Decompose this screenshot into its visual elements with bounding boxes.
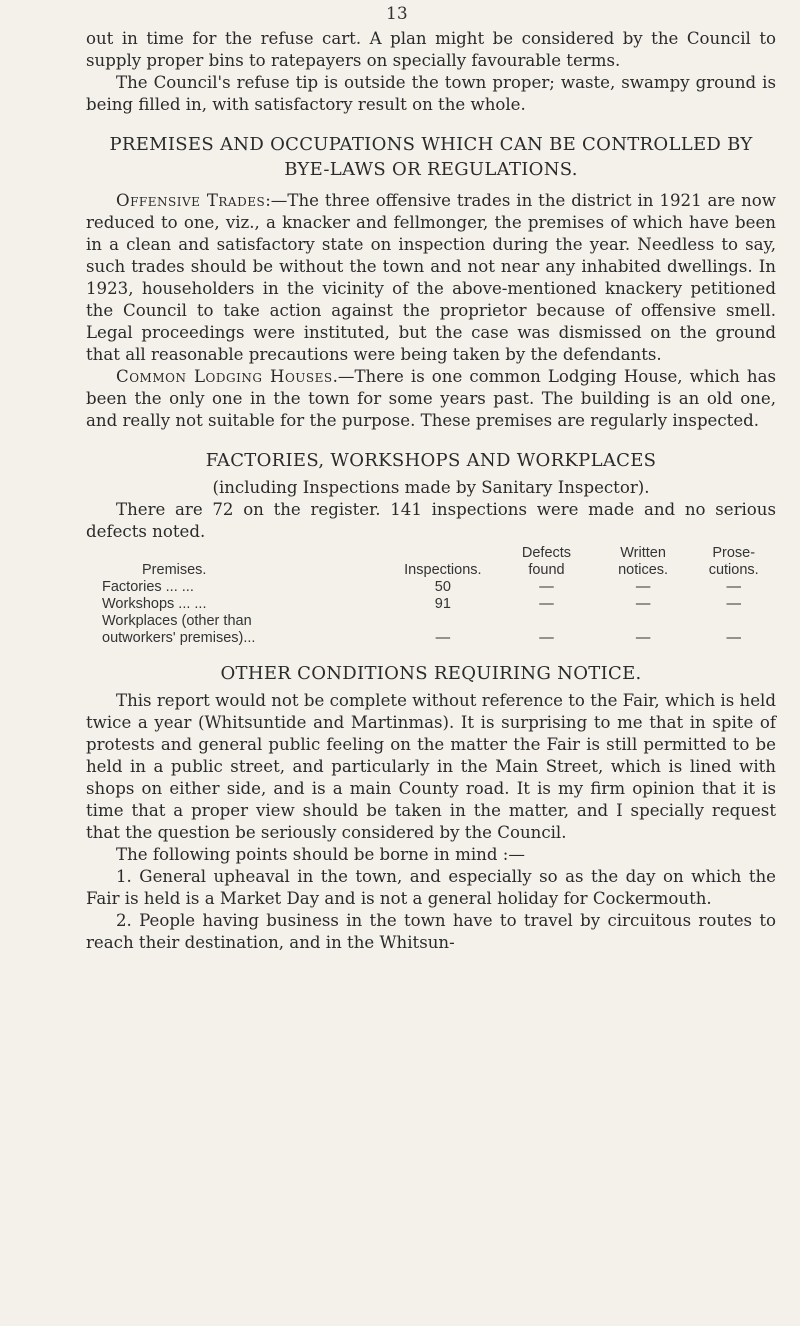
page-number: 13 bbox=[386, 4, 408, 24]
offensive-trades-lead: Offensive Trades bbox=[116, 191, 266, 210]
row-defects: — bbox=[539, 630, 554, 646]
row-premises: Workshops ... ... bbox=[102, 596, 207, 612]
row-written: — bbox=[635, 579, 651, 595]
table-header-row-2 bbox=[102, 562, 776, 579]
row-prosecutions: — bbox=[726, 596, 741, 612]
header-defects-1: Defects bbox=[521, 545, 572, 561]
header-prose-1: Prose- bbox=[712, 545, 756, 561]
factories-table bbox=[102, 545, 776, 647]
header-written-1: Written bbox=[620, 545, 666, 561]
row-written: — bbox=[635, 630, 651, 646]
row-inspections: 50 bbox=[434, 579, 451, 595]
point-2: 2. People having business in the town have to travel by circuitous routes to reach their destination, and in the Whitsun- bbox=[86, 911, 776, 952]
table-row bbox=[102, 579, 776, 596]
row-inspections: 91 bbox=[434, 596, 451, 612]
other-conditions-heading: OTHER CONDITIONS REQUIRING NOTICE. bbox=[220, 663, 642, 684]
header-defects-2: found bbox=[528, 562, 565, 578]
row-premises-cont: outworkers' premises)... bbox=[102, 630, 256, 646]
lodging-houses-text: .—There is one common Lodging House, which has been the only one in the town for some years past. The building is an old one, and really not suitable for the purpose. These premises are regularly inspected. bbox=[86, 367, 777, 430]
page-body bbox=[86, 28, 776, 954]
row-prosecutions: — bbox=[726, 630, 741, 646]
lodging-houses-lead: Common Lodging Houses bbox=[116, 367, 333, 386]
register-paragraph: There are 72 on the register. 141 inspections were made and no serious defects noted. bbox=[86, 500, 776, 541]
offensive-trades-paragraph bbox=[86, 190, 776, 366]
row-premises: Workplaces (other than bbox=[102, 613, 252, 629]
table-row bbox=[102, 630, 776, 647]
header-written-2: notices. bbox=[618, 562, 669, 578]
lodging-houses-paragraph bbox=[86, 366, 776, 432]
table-row bbox=[102, 613, 776, 630]
row-inspections: — bbox=[435, 630, 451, 646]
table-row bbox=[102, 596, 776, 613]
table-header-row-1 bbox=[102, 545, 776, 562]
row-prosecutions: — bbox=[726, 579, 741, 595]
point-1: 1. General upheaval in the town, and especially so as the day on which the Fair is held is a Market Day and is not a general holiday for Cockermouth. bbox=[86, 867, 776, 908]
points-intro: The following points should be borne in mind :— bbox=[116, 845, 525, 864]
factories-heading: FACTORIES, WORKSHOPS AND WORKPLACES bbox=[205, 450, 657, 471]
header-prose-2: cutions. bbox=[708, 562, 759, 578]
fair-paragraph: This report would not be complete without reference to the Fair, which is held twice a year (Whitsuntide and Martinmas). It is surprising to me that in spite of protests and general public feeling on the matter the Fair is still permitted to be held in a public street, and particularly in the Main Street, which is lined with shops on either side, and is a main County road. It is my firm opinion that it is time that a proper view should be taken in the matter, and I specially request that the question be seriously considered by the Council. bbox=[86, 691, 776, 842]
row-defects: — bbox=[539, 596, 554, 612]
header-inspections: Inspections. bbox=[404, 562, 482, 578]
offensive-trades-text: :—The three offensive trades in the district in 1921 are now reduced to one, viz., a knacker and fellmonger, the premises of which have been in a clean and satisfactory state on inspection during the year. Needless to say, such trades should be without the town and not near any inhabited dwellings. In 1923, householders in the vicinity of the above-mentioned knackery petitioned the Council to take action against the proprietor because of offensive smell. Legal proceedings were instituted, but the case was dismissed on the ground that all reasonable precautions were being taken by the defendants. bbox=[86, 191, 776, 364]
intro-paragraph-2: The Council's refuse tip is outside the town proper; waste, swampy ground is being filled in, with satisfactory result on the whole. bbox=[86, 73, 776, 114]
premises-heading: PREMISES AND OCCUPATIONS WHICH CAN BE CONTROLLED BY BYE-LAWS OR REGULATIONS. bbox=[109, 134, 753, 180]
header-premises: Premises. bbox=[142, 562, 207, 578]
row-written: — bbox=[635, 596, 651, 612]
row-premises: Factories ... ... bbox=[102, 579, 194, 595]
row-defects: — bbox=[539, 579, 554, 595]
intro-paragraph-1: out in time for the refuse cart. A plan might be considered by the Council to supply proper bins to ratepayers on specially favourable terms. bbox=[86, 29, 776, 70]
factories-subheading: (including Inspections made by Sanitary Inspector). bbox=[212, 478, 650, 497]
